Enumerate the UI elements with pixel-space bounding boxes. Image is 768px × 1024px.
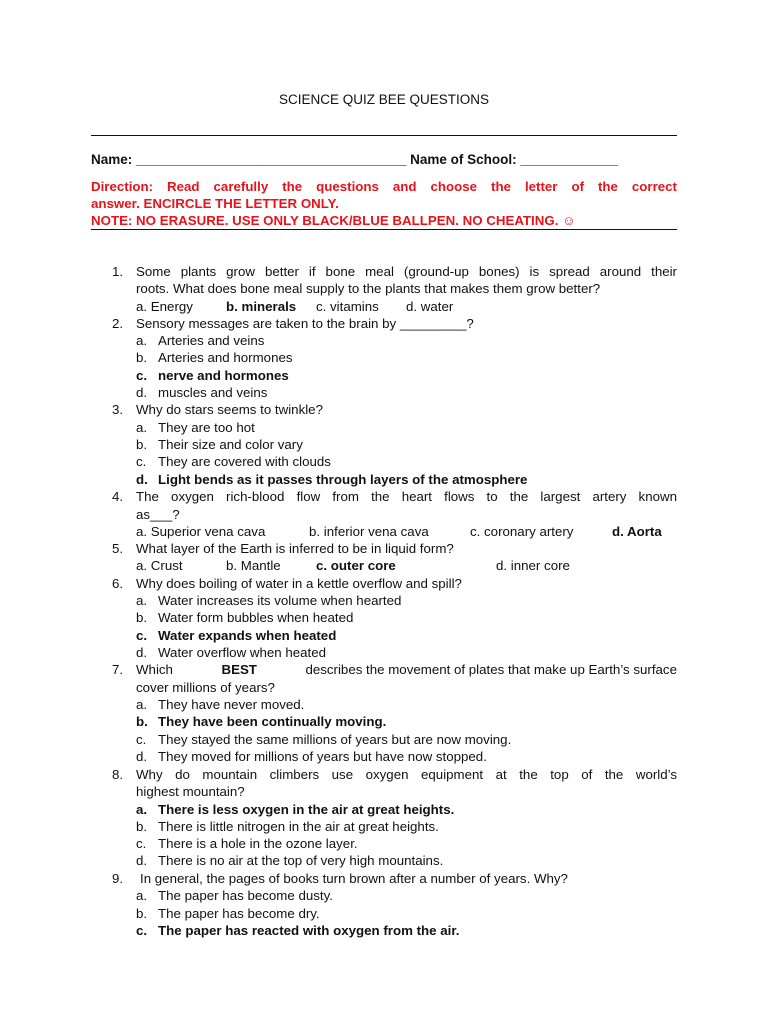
option-letter: d. xyxy=(136,749,148,764)
option-text: Water increases its volume when hearted xyxy=(158,593,402,608)
question-text-part: Which xyxy=(136,662,173,677)
direction-line-2: answer. ENCIRCLE THE LETTER ONLY. xyxy=(91,196,339,211)
option-text: Light bends as it passes through layers of the atmosphere xyxy=(158,472,528,487)
option-text: They stayed the same millions of years but are now moving. xyxy=(158,732,512,747)
option-text: They are too hot xyxy=(158,420,255,435)
option-c: c. coronary artery xyxy=(470,524,574,539)
option-d: d. water xyxy=(406,299,454,314)
option-text: The paper has reacted with oxygen from the air. xyxy=(158,923,460,938)
option-text: There is a hole in the ozone layer. xyxy=(158,836,358,851)
question-number: 4. xyxy=(112,489,124,504)
question-emphasis: BEST xyxy=(221,662,257,677)
option-text: They are covered with clouds xyxy=(158,454,331,469)
question-text-line-2: roots. What does bone meal supply to the plants that makes them grow better? xyxy=(136,281,601,296)
question-text-line-1: Why do mountain climbers use oxygen equipment at the top of the world’s xyxy=(136,767,677,782)
option-a: a. Energy xyxy=(136,299,193,314)
option-letter: a. xyxy=(136,593,148,608)
option-letter: b. xyxy=(136,819,148,834)
question-text: Why does boiling of water in a kettle overflow and spill? xyxy=(136,576,462,591)
divider-bottom xyxy=(91,229,677,230)
option-letter: c. xyxy=(136,454,147,469)
option-text: They have been continually moving. xyxy=(158,714,387,729)
option-text: They have never moved. xyxy=(158,697,305,712)
option-text: nerve and hormones xyxy=(158,368,289,383)
option-letter: a. xyxy=(136,888,148,903)
page-title: SCIENCE QUIZ BEE QUESTIONS xyxy=(278,92,490,107)
option-letter: b. xyxy=(136,350,148,365)
question-number: 8. xyxy=(112,767,124,782)
option-letter: a. xyxy=(136,420,148,435)
option-text: There is no air at the top of very high mountains. xyxy=(158,853,444,868)
option-text: Arteries and veins xyxy=(158,333,265,348)
option-letter: d. xyxy=(136,472,148,487)
divider-top xyxy=(91,135,677,136)
option-d-answer: d. Aorta xyxy=(612,524,662,539)
name-school-line xyxy=(91,152,677,167)
option-text: The paper has become dusty. xyxy=(158,888,333,903)
option-c-answer: c. outer core xyxy=(316,558,396,573)
option-letter: a. xyxy=(136,333,148,348)
option-letter: a. xyxy=(136,802,148,817)
option-text: Arteries and hormones xyxy=(158,350,293,365)
question-number: 2. xyxy=(112,316,124,331)
option-letter: b. xyxy=(136,906,148,921)
option-letter: b. xyxy=(136,437,148,452)
question-text-line-2: highest mountain? xyxy=(136,784,245,799)
school-blank: _____________ xyxy=(520,152,618,167)
question-number: 7. xyxy=(112,662,124,677)
question-text-line-1: The oxygen rich-blood flow from the heart flows to the largest artery known xyxy=(136,489,677,504)
option-text: muscles and veins xyxy=(158,385,268,400)
option-text: There is less oxygen in the air at great heights. xyxy=(158,802,455,817)
option-text: Their size and color vary xyxy=(158,437,303,452)
question-text-line-1 xyxy=(136,661,677,678)
option-b: b. inferior vena cava xyxy=(309,524,429,539)
question-text: Why do stars seems to twinkle? xyxy=(136,402,323,417)
option-letter: d. xyxy=(136,853,148,868)
question-text-line-2: cover millions of years? xyxy=(136,680,275,695)
option-a: a. Superior vena cava xyxy=(136,524,266,539)
question-number: 1. xyxy=(112,264,124,279)
direction-line-3: NOTE: NO ERASURE. USE ONLY BLACK/BLUE BALLPEN. NO CHEATING. xyxy=(91,213,559,228)
question-text-part: describes the movement of plates that make up Earth’s surface xyxy=(305,662,677,677)
question-number: 5. xyxy=(112,541,124,556)
option-letter: d. xyxy=(136,645,148,660)
option-letter: c. xyxy=(136,628,148,643)
question-text-line-2: as___? xyxy=(136,507,180,522)
question-number: 3. xyxy=(112,402,124,417)
option-d: d. inner core xyxy=(496,558,570,573)
option-letter: a. xyxy=(136,697,148,712)
option-text: They moved for millions of years but have now stopped. xyxy=(158,749,487,764)
option-letter: c. xyxy=(136,923,148,938)
option-a: a. Crust xyxy=(136,558,183,573)
directions-block xyxy=(91,178,677,229)
name-label: Name: xyxy=(91,152,133,167)
question-text: What layer of the Earth is inferred to be in liquid form? xyxy=(136,541,454,556)
option-letter: b. xyxy=(136,610,148,625)
question-number: 6. xyxy=(112,576,124,591)
option-text: Water expands when heated xyxy=(158,628,337,643)
option-letter: c. xyxy=(136,368,148,383)
option-letter: c. xyxy=(136,732,147,747)
option-b-answer: b. minerals xyxy=(226,299,297,314)
option-text: Water form bubbles when heated xyxy=(158,610,354,625)
option-c: c. vitamins xyxy=(316,299,379,314)
smiley-icon: ☺ xyxy=(562,213,576,228)
direction-line-1: Direction: Read carefully the questions and choose the letter of the correct xyxy=(91,179,677,194)
option-letter: c. xyxy=(136,836,147,851)
option-text: There is little nitrogen in the air at great heights. xyxy=(158,819,439,834)
school-label: Name of School: xyxy=(410,152,517,167)
option-text: The paper has become dry. xyxy=(158,906,320,921)
question-number: 9. xyxy=(112,871,124,886)
option-b: b. Mantle xyxy=(226,558,281,573)
option-letter: b. xyxy=(136,714,148,729)
option-text: Water overflow when heated xyxy=(158,645,327,660)
question-text: In general, the pages of books turn brown after a number of years. Why? xyxy=(140,871,568,886)
name-blank: ____________________________________ xyxy=(136,152,407,167)
question-text-line-1: Some plants grow better if bone meal (ground-up bones) is spread around their xyxy=(136,264,677,279)
question-text: Sensory messages are taken to the brain by _________? xyxy=(136,316,474,331)
option-letter: d. xyxy=(136,385,148,400)
